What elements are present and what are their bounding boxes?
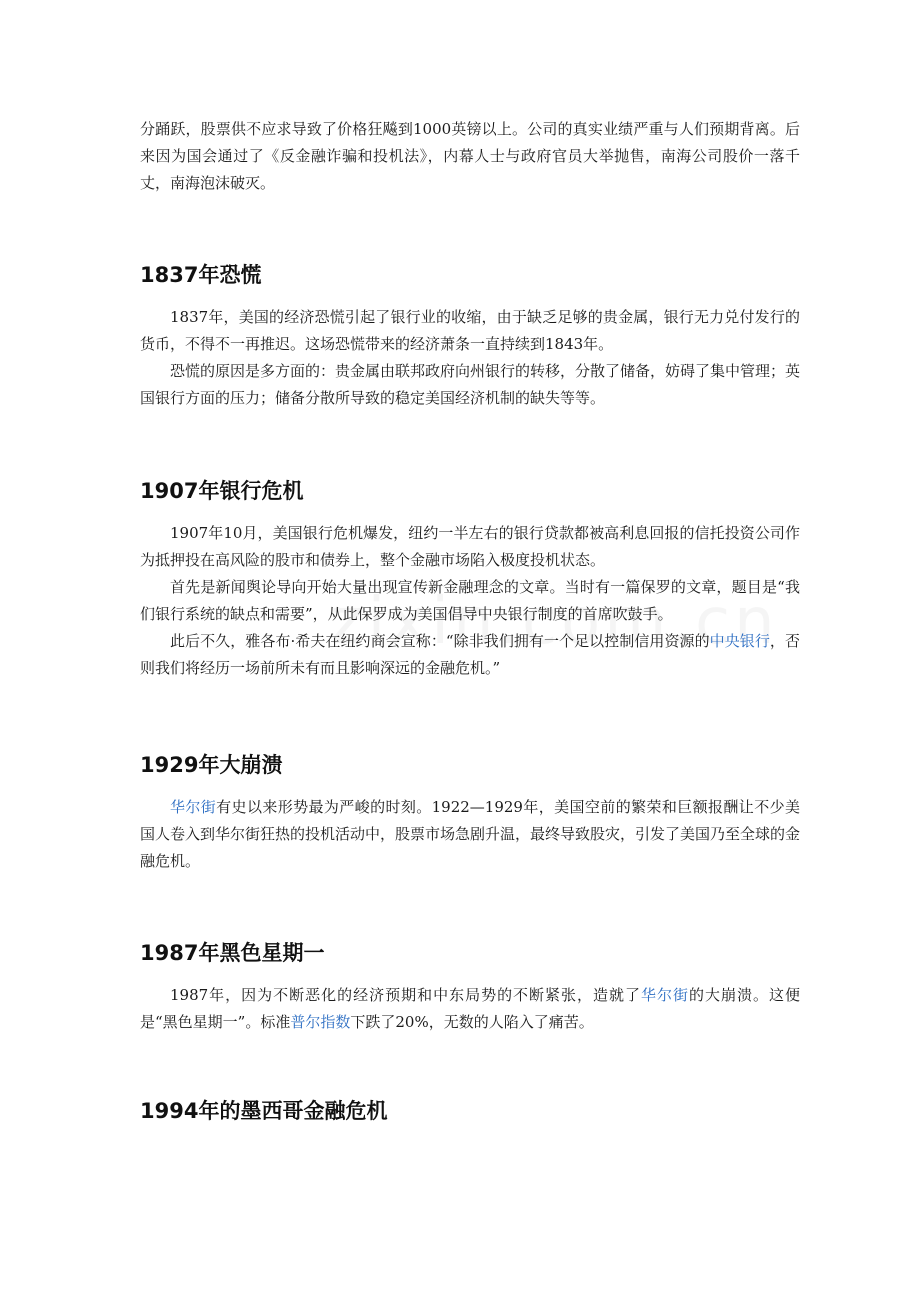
section-1994: [140, 1096, 800, 1126]
paragraph-1987-1-text-c: 下跌了20%，无数的人陷入了痛苦。: [350, 1013, 594, 1031]
paragraph-1987-1-text-b: 的大崩溃。这便是“黑色星期一”。标准: [140, 986, 800, 1031]
paragraph-1987-1: [140, 982, 800, 1036]
paragraph-1929-1-text: 有史以来形势最为严峻的时刻。1922—1929年，美国空前的繁荣和巨额报酬让不少美国人卷入到华尔街狂热的投机活动中，股票市场急剧升温，最终导致股灾，引发了美国乃至全球的金融危机。: [140, 798, 801, 870]
paragraph-1907-1: 1907年10月，美国银行危机爆发，纽约一半左右的银行贷款都被高利息回报的信托投资公司作为抵押投在高风险的股市和债券上，整个金融市场陷入极度投机状态。: [140, 524, 800, 569]
paragraph-1907-2: 首先是新闻舆论导向开始大量出现宣传新金融理念的文章。当时有一篇保罗的文章，题目是“我们银行系统的缺点和需要”，从此保罗成为美国倡导中央银行制度的首席吹鼓手。: [140, 578, 800, 623]
paragraph-1907-3-text-b: ，否则我们将经历一场前所未有而且影响深远的金融危机。”: [140, 632, 800, 677]
heading-1907: 1907年银行危机: [140, 479, 304, 503]
paragraph-1987-1-text-a: 1987年，因为不断恶化的经济预期和中东局势的不断紧张，造就了: [170, 986, 642, 1004]
intro-paragraph: 分踊跃，股票供不应求导致了价格狂飚到1000英镑以上。公司的真实业绩严重与人们预期背离。后来因为国会通过了《反金融诈骗和投机法》，内幕人士与政府官员大举抛售，南海公司股价一落千丈，南海泡沫破灭。: [140, 120, 800, 192]
section-1837: [140, 260, 800, 412]
heading-1837: 1837年恐慌: [140, 263, 262, 287]
link-sp-index[interactable]: 普尔指数: [290, 1013, 351, 1031]
link-central-bank[interactable]: 中央银行: [709, 632, 770, 650]
heading-1987: 1987年黑色星期一: [140, 941, 325, 965]
section-1907: [140, 476, 800, 682]
link-wall-street[interactable]: 华尔街: [170, 798, 217, 816]
paragraph-1837-2: 恐慌的原因是多方面的：贵金属由联邦政府向州银行的转移，分散了储备，妨碍了集中管理；英国银行方面的压力；储备分散所导致的稳定美国经济机制的缺失等等。: [140, 362, 801, 407]
heading-1929: 1929年大崩溃: [140, 753, 283, 777]
paragraph-1907-3: [140, 628, 800, 682]
heading-1994: 1994年的墨西哥金融危机: [140, 1099, 388, 1123]
intro-section: [140, 116, 800, 197]
section-1987: [140, 938, 800, 1036]
paragraph-1837-1: 1837年，美国的经济恐慌引起了银行业的收缩，由于缺乏足够的贵金属，银行无力兑付发行的货币，不得不一再推迟。这场恐慌带来的经济萧条一直持续到1843年。: [140, 308, 800, 353]
link-wall-street-2[interactable]: 华尔街: [641, 986, 689, 1004]
section-1929: [140, 750, 800, 875]
paragraph-1929-1: [140, 794, 800, 875]
paragraph-1907-3-text-a: 此后不久，雅各布·希夫在纽约商会宣称：“除非我们拥有一个足以控制信用资源的: [170, 632, 710, 650]
